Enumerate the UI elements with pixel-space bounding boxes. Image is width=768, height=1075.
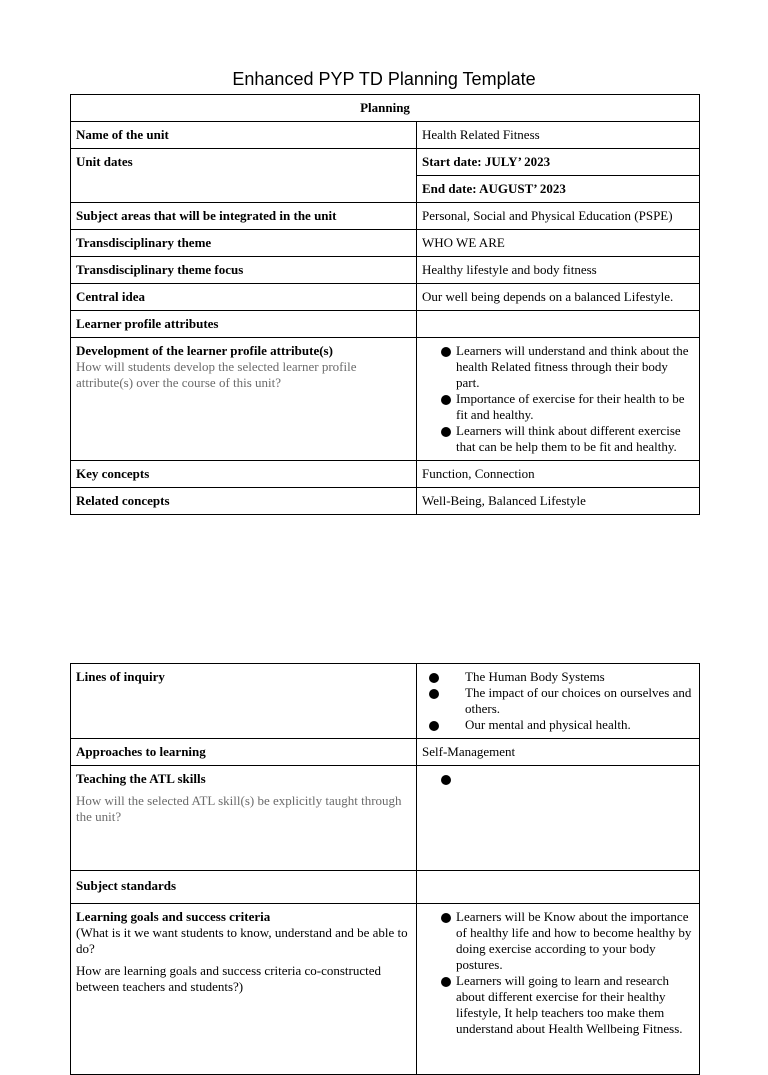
lines-of-inquiry-label: Lines of inquiry [71,664,417,739]
atl-value: Self-Management [417,739,700,766]
key-concepts-value: Function, Connection [417,461,700,488]
learning-goals-subtext-1: (What is it we want students to know, understand and be able to do? [76,925,408,956]
table-row [71,461,700,488]
lp-attributes-label: Learner profile attributes [71,311,417,338]
lines-of-inquiry-list [427,669,694,733]
learning-goals-subtext-2: How are learning goals and success criteria co-constructed between teachers and students?) [76,963,382,994]
key-concepts-label: Key concepts [71,461,417,488]
theme-value: WHO WE ARE [417,230,700,257]
table-row [71,904,700,1075]
lp-development-list [422,343,694,455]
end-date-value: End date: AUGUST’ 2023 [417,176,700,203]
central-idea-value: Our well being depends on a balanced Lifestyle. [417,284,700,311]
lp-attributes-value [417,311,700,338]
lp-development-hint: How will students develop the selected learner profile attribute(s) over the course of this unit? [76,359,357,390]
related-concepts-value: Well-Being, Balanced Lifestyle [417,488,700,515]
teaching-atl-value [417,766,700,871]
list-item: Learners will think about different exercise that can be help them to be fit and healthy. [422,423,694,455]
related-concepts-label: Related concepts [71,488,417,515]
lp-development-label: Development of the learner profile attribute(s) [76,343,333,358]
table-row [71,95,700,122]
lp-development-cell [71,338,417,461]
lines-of-inquiry-value [417,664,700,739]
unit-dates-label: Unit dates [71,149,417,203]
list-item: Our mental and physical health. [427,717,694,733]
list-item: Learners will going to learn and research about different exercise for their healthy lifestyle, It help teachers too make them understand about Health Wellbeing Fitness. [422,973,694,1037]
subject-areas-value: Personal, Social and Physical Education (PSPE) [417,203,700,230]
table-row [71,230,700,257]
learning-goals-label: Learning goals and success criteria [76,909,271,924]
table-row [71,338,700,461]
subject-standards-label: Subject standards [71,871,417,904]
document-title: Enhanced PYP TD Planning Template [232,69,536,89]
table-row [71,257,700,284]
table-row [71,766,700,871]
table-row [71,871,700,904]
table-row [71,149,700,176]
table-row [71,488,700,515]
table-row [71,284,700,311]
theme-label: Transdisciplinary theme [71,230,417,257]
list-item: Learners will be Know about the importance of healthy life and how to become healthy by doing exercise according to your body postures. [422,909,694,973]
subject-areas-label: Subject areas that will be integrated in the unit [71,203,417,230]
atl-label: Approaches to learning [71,739,417,766]
planning-header: Planning [71,95,700,122]
subject-standards-value [417,871,700,904]
central-idea-label: Central idea [71,284,417,311]
unit-name-label: Name of the unit [71,122,417,149]
list-item: The impact of our choices on ourselves and others. [427,685,694,717]
theme-focus-value: Healthy lifestyle and body fitness [417,257,700,284]
inquiry-table [70,663,700,1075]
table-row [71,122,700,149]
table-row [71,203,700,230]
teaching-atl-label: Teaching the ATL skills [76,771,206,786]
table-row [71,739,700,766]
teaching-atl-cell [71,766,417,871]
list-item: The Human Body Systems [427,669,694,685]
start-date-value: Start date: JULY’ 2023 [417,149,700,176]
table-row [71,664,700,739]
learning-goals-list [422,909,694,1037]
unit-name-value: Health Related Fitness [417,122,700,149]
teaching-atl-hint: How will the selected ATL skill(s) be explicitly taught through the unit? [76,793,402,824]
lp-development-value [417,338,700,461]
learning-goals-value [417,904,700,1075]
list-item: Learners will understand and think about the health Related fitness through their body part. [422,343,694,391]
table-row [71,311,700,338]
theme-focus-label: Transdisciplinary theme focus [71,257,417,284]
list-item: Importance of exercise for their health to be fit and healthy. [422,391,694,423]
learning-goals-cell [71,904,417,1075]
planning-table [70,94,700,515]
